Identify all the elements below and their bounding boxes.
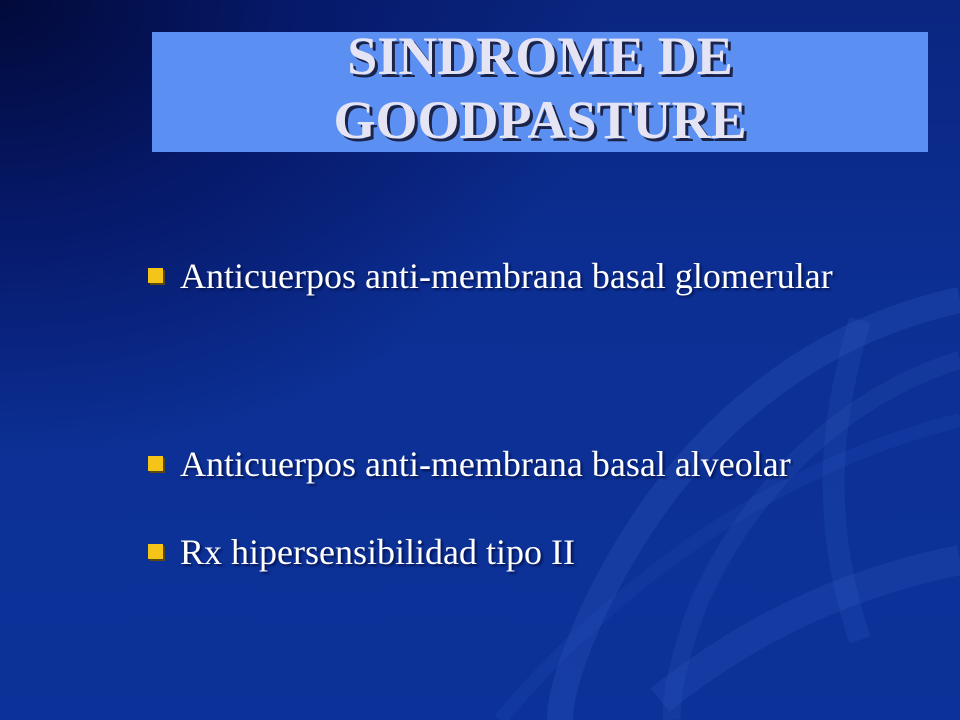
square-bullet-icon bbox=[148, 268, 163, 283]
square-bullet-icon bbox=[148, 544, 163, 559]
slide-title: SINDROME DE GOODPASTURE bbox=[333, 32, 747, 150]
bullet-text: Anticuerpos anti-membrana basal alveolar bbox=[180, 444, 791, 484]
square-bullet-icon bbox=[148, 456, 163, 471]
title-box bbox=[152, 32, 928, 152]
bullet-text: Anticuerpos anti-membrana basal glomerular bbox=[180, 256, 833, 296]
bullet-text: Rx hipersensibilidad tipo II bbox=[180, 532, 575, 572]
